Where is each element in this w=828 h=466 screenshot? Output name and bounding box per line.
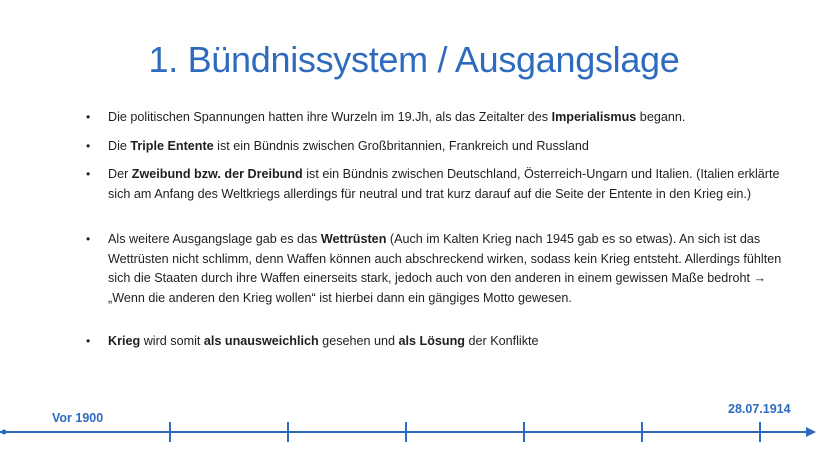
bullet-text: Krieg wird somit als unausweichlich gesehen und als Lösung der Konflikte: [108, 334, 539, 348]
timeline-start-label: Vor 1900: [52, 411, 104, 425]
bullet-dot-icon: •: [86, 334, 91, 348]
bullet-text: Als weitere Ausgangslage gab es das Wettrüsten (Auch im Kalten Krieg nach 1945 gab es so etwas). An sich ist das Wettrüsten nicht schlimm, denn Waffen können auch abschreckend wirken, sodass kein Krieg entsteht. Allerdings fühlten sich die Staaten durch ihre Waffen einerseits stark, jedoch auch von den anderen in einem gewissen Maße bedroht → „Wenn die anderen den Krieg wollen“ ist hierbei dann ein gängiges Motto gewesen.: [108, 232, 782, 305]
bullet-item-wettruesten: [86, 230, 790, 308]
bullet-dot-icon: •: [86, 110, 91, 124]
bullet-text: Die Triple Entente ist ein Bündnis zwischen Großbritannien, Frankreich und Russland: [108, 139, 589, 153]
bullet-item-krieg: [86, 332, 790, 352]
bullet-dot-icon: •: [86, 232, 91, 246]
bullet-dot-icon: •: [86, 167, 91, 181]
timeline-end-label: 28.07.1914: [728, 402, 791, 416]
bullet-item-triple-entente: [86, 137, 790, 157]
timeline-start-marker: [2, 430, 7, 435]
bullet-item-imperialismus: [86, 108, 790, 128]
bullet-item-dreibund: [86, 165, 790, 204]
timeline-arrowhead-icon: [806, 427, 816, 437]
timeline: [0, 395, 828, 466]
bullet-dot-icon: •: [86, 139, 91, 153]
timeline-axis: [0, 395, 828, 466]
bullet-text: Der Zweibund bzw. der Dreibund ist ein Bündnis zwischen Deutschland, Österreich-Ungarn und Italien. (Italien erklärte sich am Anfang des Weltkriegs allerdings für neutral und trat kurz darauf auf die Seite der Entente in den Krieg ein.): [108, 167, 780, 201]
slide-title: 1. Bündnissystem / Ausgangslage: [148, 39, 680, 80]
arrow-right-icon: →: [753, 271, 767, 285]
bullet-text: Die politischen Spannungen hatten ihre Wurzeln im 19.Jh, als das Zeitalter des Imperialismus begann.: [108, 110, 686, 124]
